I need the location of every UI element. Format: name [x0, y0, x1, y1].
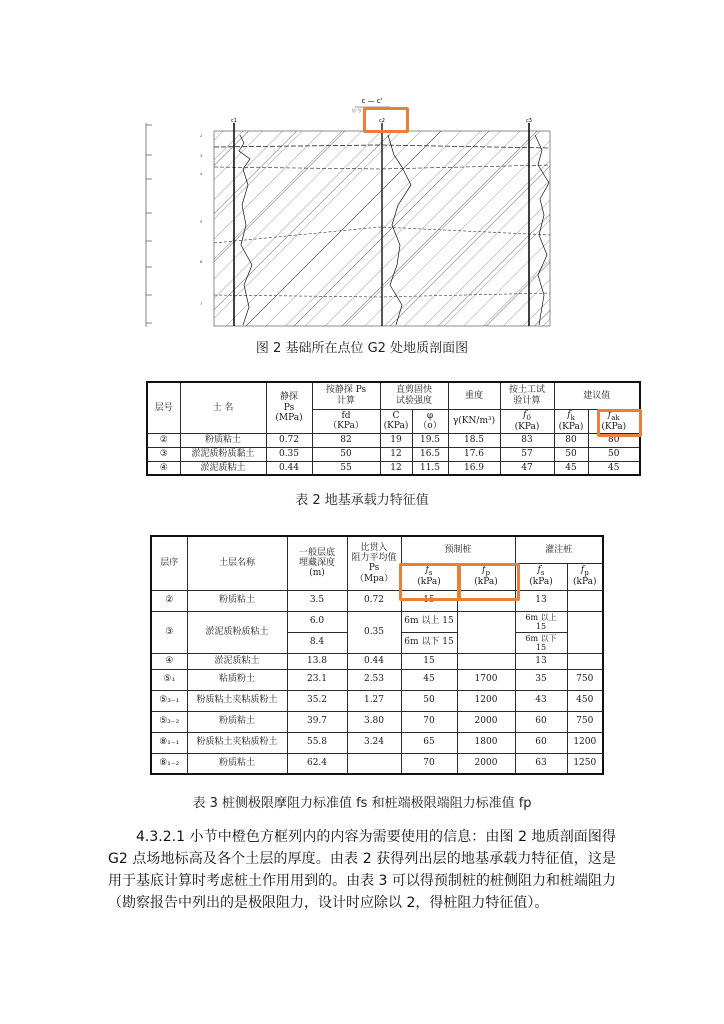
cell-fd: 82 — [312, 433, 380, 447]
cell-f0: 47 — [500, 461, 554, 475]
bearing-capacity-table — [146, 381, 641, 476]
header-direct-shear: 直剪固快 试验强度 — [380, 382, 448, 409]
svg-text:5: 5 — [200, 220, 203, 224]
cell-name: 淤泥质粘土 — [180, 461, 266, 475]
header-by-ps: 按静探 Ps 计算 — [312, 382, 380, 409]
header-unit-weight: 重度 — [448, 382, 500, 409]
cell-seq: ⑧₁₋₂ — [151, 753, 187, 774]
header-ps: 静探 Ps (MPa) — [266, 382, 312, 433]
cell-depth: 23.1 — [287, 669, 347, 690]
cell-fk: 45 — [554, 461, 588, 475]
borehole-label-1: c1 — [231, 118, 237, 124]
subheader-fd: fd （KPa） — [312, 409, 380, 433]
cell-precast-fs: 15 — [401, 590, 457, 611]
cell-seq: ② — [151, 590, 187, 611]
cell-precast-fs: 70 — [401, 753, 457, 774]
cell-f0: 83 — [500, 433, 554, 447]
cell-fk: 50 — [554, 447, 588, 461]
cell-fk: 80 — [554, 433, 588, 447]
cell-seq: ③ — [151, 611, 187, 653]
cell-bored-fp: 750 — [567, 711, 603, 732]
cell-ps: 0.72 — [347, 590, 401, 611]
header-suggested: 建议值 — [554, 382, 640, 409]
borehole-label-2: c2 — [379, 118, 385, 124]
subheader-f0: $f_0$ (KPa) — [500, 409, 554, 433]
header-name: 土层名称 — [187, 536, 287, 590]
explanation-paragraph — [108, 826, 616, 914]
cell-gamma: 16.9 — [448, 461, 500, 475]
section-label: c — c' — [361, 97, 383, 105]
table-row — [151, 611, 603, 632]
borehole-label-3: c3 — [526, 118, 532, 124]
cell-gamma: 18.5 — [448, 433, 500, 447]
header-bored: 灌注桩 — [515, 536, 603, 563]
cell-fak: 50 — [588, 447, 640, 461]
cell-layer: ④ — [147, 461, 180, 475]
cell-bored-fs: 60 — [515, 732, 567, 753]
cell-depth: 39.7 — [287, 711, 347, 732]
cell-bored-fs: 60 — [515, 711, 567, 732]
header-lab-test: 按土工试 验计算 — [500, 382, 554, 409]
cell-precast-fs: 15 — [401, 653, 457, 669]
subheader-bored-fp: $f_p$ (kPa) — [567, 563, 603, 590]
cell-depth: 62.4 — [287, 753, 347, 774]
table-row — [151, 753, 603, 774]
cell-ps: 0.35 — [347, 611, 401, 653]
table-row — [147, 447, 640, 461]
cell-bored-fp: 1200 — [567, 732, 603, 753]
cell-bored-fs: 43 — [515, 690, 567, 711]
cell-seq: ⑤₃₋₁ — [151, 690, 187, 711]
cell-bored-fs: 13 — [515, 653, 567, 669]
cell-precast-fs: 6m 以上 15 — [401, 611, 457, 632]
header-depth: 一般层底 埋藏深度 (m) — [287, 536, 347, 590]
pile-resistance-table — [150, 535, 604, 775]
cell-precast-fs: 6m 以下 15 — [401, 632, 457, 653]
cell-precast-fp: 2000 — [457, 711, 515, 732]
cell-precast-fs: 70 — [401, 711, 457, 732]
cell-ps: 0.44 — [266, 461, 312, 475]
cell-bored-fp — [567, 653, 603, 669]
cell-precast-fp — [457, 653, 515, 669]
table2-caption: 表 2 地基承载力特征值 — [295, 493, 429, 508]
cell-ps: 0.72 — [266, 433, 312, 447]
cell-name: 淤泥质粉质黏土 — [180, 447, 266, 461]
cell-fak: 45 — [588, 461, 640, 475]
cell-c: 12 — [380, 461, 412, 475]
cell-layer: ② — [147, 433, 180, 447]
table-row — [151, 653, 603, 669]
table-row — [151, 732, 603, 753]
cell-name: 淤泥质粉质粘土 — [187, 611, 287, 653]
subheader-bored-fs: $f_s$ (kPa) — [515, 563, 567, 590]
cell-depth: 8.4 — [287, 632, 347, 653]
subheader-c: C (KPa) — [380, 409, 412, 433]
cell-bored-fp — [567, 611, 603, 653]
subheader-precast-fs: $f_s$ (kPa) — [401, 563, 457, 590]
header-ps: 比贯入 阻力平均值 Ps （Mpa） — [347, 536, 401, 590]
cell-c: 19 — [380, 433, 412, 447]
cell-seq: ⑤₁ — [151, 669, 187, 690]
cell-precast-fp: 1800 — [457, 732, 515, 753]
cell-fd: 55 — [312, 461, 380, 475]
cell-c: 12 — [380, 447, 412, 461]
cell-ps: 0.44 — [347, 653, 401, 669]
cell-layer: ③ — [147, 447, 180, 461]
cell-ps: 2.53 — [347, 669, 401, 690]
cell-name: 粉质粘土 — [187, 753, 287, 774]
cell-seq: ⑤₃₋₂ — [151, 711, 187, 732]
svg-text:2: 2 — [200, 134, 203, 138]
cell-bored-fp — [567, 590, 603, 611]
cell-precast-fp: 2000 — [457, 753, 515, 774]
table-row — [147, 433, 640, 447]
cell-fd: 50 — [312, 447, 380, 461]
cell-phi: 19.5 — [412, 433, 448, 447]
cell-fak: 80 — [588, 433, 640, 447]
subheader-precast-fp: $f_p$ (kPa) — [457, 563, 515, 590]
cell-seq: ⑧₁₋₁ — [151, 732, 187, 753]
cell-precast-fp — [457, 611, 515, 653]
cell-precast-fs: 50 — [401, 690, 457, 711]
cell-precast-fs: 65 — [401, 732, 457, 753]
header-seq: 层序 — [151, 536, 187, 590]
table-row — [151, 669, 603, 690]
cell-precast-fp: 1700 — [457, 669, 515, 690]
subheader-fak: $f_{ak}$ (KPa) — [588, 409, 640, 433]
cell-seq: ④ — [151, 653, 187, 669]
cell-precast-fp: 1200 — [457, 690, 515, 711]
cell-gamma: 17.6 — [448, 447, 500, 461]
cell-bored-fp: 450 — [567, 690, 603, 711]
cell-bored-fs: 6m 以下 15 — [515, 632, 567, 653]
cell-bored-fs: 35 — [515, 669, 567, 690]
cell-depth: 6.0 — [287, 611, 347, 632]
cell-f0: 57 — [500, 447, 554, 461]
cell-name: 粉质粘土 — [187, 590, 287, 611]
cell-phi: 16.5 — [412, 447, 448, 461]
cell-phi: 11.5 — [412, 461, 448, 475]
cell-bored-fs: 6m 以上 15 — [515, 611, 567, 632]
subheader-fk: $f_k$ (KPa) — [554, 409, 588, 433]
cell-name: 粘质粉土 — [187, 669, 287, 690]
geological-section-figure — [140, 95, 580, 333]
cell-precast-fs: 45 — [401, 669, 457, 690]
table-row — [147, 461, 640, 475]
cell-ps — [347, 753, 401, 774]
figure-caption: 图 2 基础所在点位 G2 处地质剖面图 — [255, 341, 469, 356]
header-precast: 预制桩 — [401, 536, 515, 563]
header-name: 土 名 — [180, 382, 266, 433]
cell-depth: 13.8 — [287, 653, 347, 669]
table-row — [151, 711, 603, 732]
cell-ps: 1.27 — [347, 690, 401, 711]
header-layer: 层号 — [147, 382, 180, 433]
cell-name: 粉质粘土夹粘质粉土 — [187, 732, 287, 753]
svg-text:4: 4 — [200, 172, 203, 176]
cell-name: 粉质粘土 — [187, 711, 287, 732]
cell-ps: 3.24 — [347, 732, 401, 753]
cell-name: 粉质粘土 — [180, 433, 266, 447]
cell-bored-fp: 1250 — [567, 753, 603, 774]
table-row — [151, 690, 603, 711]
cell-name: 淤泥质粘土 — [187, 653, 287, 669]
cell-depth: 3.5 — [287, 590, 347, 611]
cell-ps: 3.80 — [347, 711, 401, 732]
subheader-phi: φ （o） — [412, 409, 448, 433]
table3-caption: 表 3 桩侧极限摩阻力标准值 fs 和桩端极限端阻力标准值 fp — [192, 796, 532, 811]
svg-text:层 号: 层 号 — [352, 108, 362, 113]
svg-text:6: 6 — [200, 260, 203, 264]
svg-text:7: 7 — [200, 302, 203, 306]
cell-bored-fs: 13 — [515, 590, 567, 611]
svg-text:3: 3 — [200, 154, 203, 158]
cell-name: 粉质粘土夹粘质粉土 — [187, 690, 287, 711]
cell-depth: 55.8 — [287, 732, 347, 753]
cell-ps: 0.35 — [266, 447, 312, 461]
cell-bored-fs: 63 — [515, 753, 567, 774]
subheader-gamma: γ(KN/m³) — [448, 409, 500, 433]
table-row — [151, 590, 603, 611]
cell-depth: 35.2 — [287, 690, 347, 711]
cell-bored-fp: 750 — [567, 669, 603, 690]
paragraph-text: 4.3.2.1 小节中橙色方框列内的内容为需要使用的信息：由图 2 地质剖面图得 G2 点场地标高及各个土层的厚度。由表 2 获得列出层的地基承载力特征值，这是用于基底计算时考虑桩土作用用到的。由表 3 可以得预制桩的桩侧阻力和桩端阻力（勘察报告中列出的是极限阻力，设计时应除以 2，得桩阻力特征值）。 — [108, 829, 616, 911]
cell-precast-fp — [457, 590, 515, 611]
